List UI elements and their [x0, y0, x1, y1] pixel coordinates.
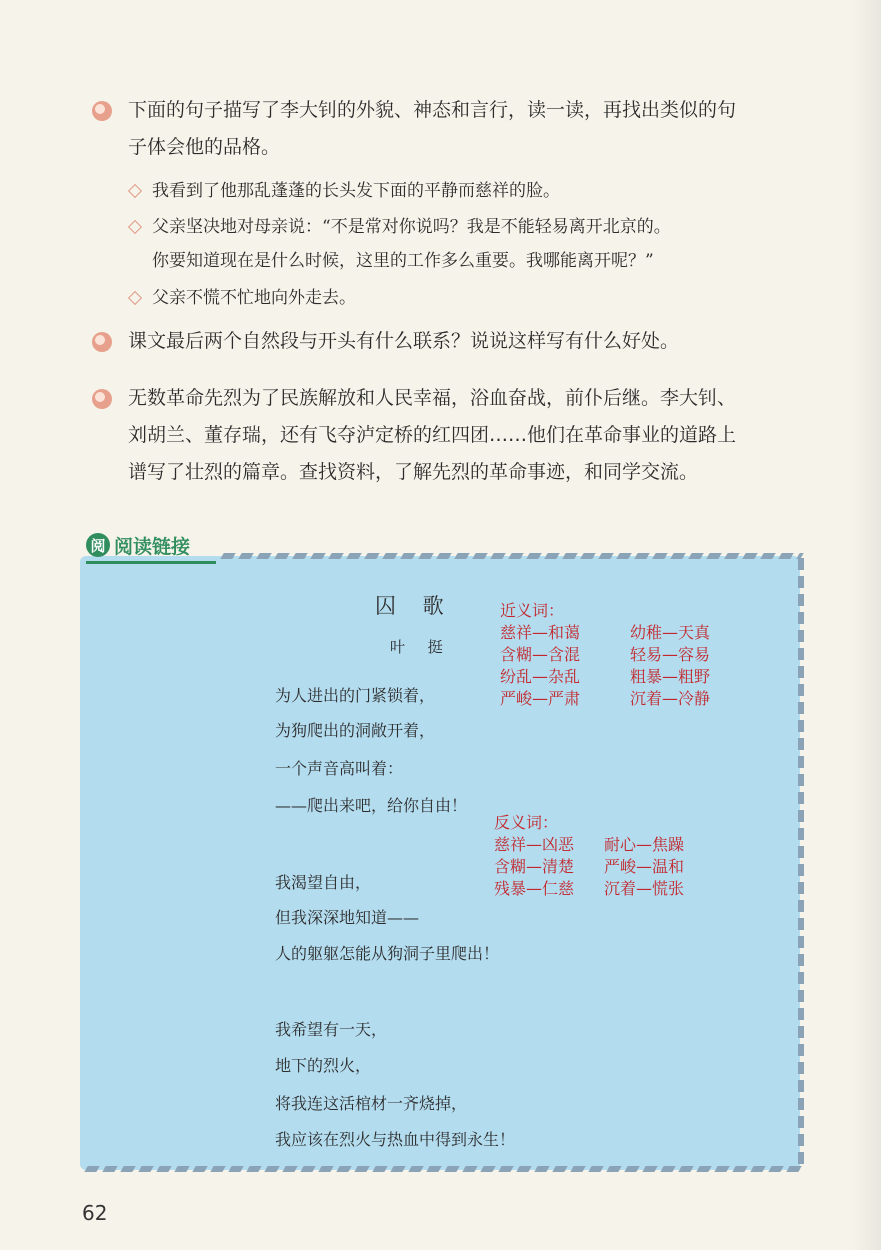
synonym-pair: 幼稚—天真 — [630, 623, 711, 642]
antonym-pair: 含糊—清楚 — [494, 857, 575, 876]
page-edge-shadow — [853, 0, 881, 1250]
question-bullet-icon — [92, 332, 112, 352]
antonym-pair: 耐心—焦躁 — [604, 835, 685, 854]
poem-line: 将我连这活棺材一齐烧掉， — [275, 1094, 468, 1113]
poem-line: 一个声音高叫着： — [275, 759, 404, 778]
dashed-border-top — [220, 553, 803, 559]
poem-line: 地下的烈火， — [275, 1056, 372, 1075]
synonym-pair: 纷乱—杂乱 — [500, 667, 581, 686]
diamond-bullet-icon — [128, 184, 142, 198]
antonym-pair: 严峻—温和 — [604, 857, 685, 876]
diamond-bullet-icon — [128, 291, 142, 305]
question-1 — [92, 92, 812, 166]
poem-line: 为人进出的门紧锁着， — [275, 686, 436, 705]
question-2 — [92, 323, 812, 360]
reading-link-underline — [86, 561, 216, 564]
synonym-pair: 轻易—容易 — [630, 645, 711, 664]
poem-line: ——爬出来吧，给你自由！ — [275, 796, 468, 815]
question-3-line-1: 无数革命先烈为了民族解放和人民幸福，浴血奋战，前仆后继。李大钊、 — [128, 387, 737, 409]
example-3 — [130, 281, 810, 315]
poem-line: 我应该在烈火与热血中得到永生！ — [275, 1130, 516, 1149]
example-2 — [130, 210, 810, 278]
example-2-line-2: 你要知道现在是什么时候，这里的工作多么重要。我哪能离开呢？” — [152, 251, 654, 271]
question-bullet-icon — [92, 101, 112, 121]
synonyms-heading: 近义词： — [500, 601, 565, 620]
dashed-border-right — [798, 558, 804, 1166]
dashed-border-bottom — [84, 1166, 803, 1172]
question-3-line-3: 谱写了壮烈的篇章。查找资料，了解先烈的革命事迹，和同学交流。 — [128, 461, 699, 483]
question-3-line-2: 刘胡兰、董存瑞，还有飞夺泸定桥的红四团……他们在革命事业的道路上 — [128, 424, 737, 446]
question-2-line-1: 课文最后两个自然段与开头有什么联系？说说这样写有什么好处。 — [128, 330, 680, 352]
diamond-bullet-icon — [128, 220, 142, 234]
reading-link-label: 阅读链接 — [114, 535, 191, 558]
antonym-pair: 沉着—慌张 — [604, 879, 685, 898]
question-1-line-2: 子体会他的品格。 — [128, 136, 281, 158]
poem-line: 人的躯躯怎能从狗洞子里爬出！ — [275, 944, 500, 963]
antonym-pair: 慈祥—凶恶 — [494, 835, 575, 854]
synonym-pair: 严峻—严肃 — [500, 689, 581, 708]
question-3 — [92, 380, 812, 491]
reading-link-icon: 阅 — [86, 533, 110, 557]
synonym-pair: 慈祥—和蔼 — [500, 623, 581, 642]
synonym-pair: 沉着—冷静 — [630, 689, 711, 708]
poem-line: 我渴望自由， — [275, 873, 372, 892]
synonyms-annotation — [500, 600, 750, 710]
synonym-pair: 含糊—含混 — [500, 645, 581, 664]
question-bullet-icon — [92, 389, 112, 409]
example-2-line-1: 父亲坚决地对母亲说：“不是常对你说吗？我是不能轻易离开北京的。 — [152, 217, 671, 237]
question-1-line-1: 下面的句子描写了李大钊的外貌、神态和言行，读一读，再找出类似的句 — [128, 99, 737, 121]
page-number: 62 — [82, 1201, 108, 1225]
poem-line: 为狗爬出的洞敞开着， — [275, 721, 436, 740]
poem-line: 我希望有一天， — [275, 1020, 388, 1039]
poem-line: 但我深深地知道—— — [275, 908, 420, 927]
antonym-pair: 残暴—仁慈 — [494, 879, 575, 898]
poem-author: 叶 挺 — [390, 638, 452, 656]
antonyms-annotation — [494, 812, 724, 900]
poem-title: 囚 歌 — [375, 594, 454, 618]
example-1 — [130, 174, 810, 208]
antonyms-heading: 反义词： — [494, 813, 559, 832]
synonym-pair: 粗暴—粗野 — [630, 667, 711, 686]
example-3-line-1: 父亲不慌不忙地向外走去。 — [152, 288, 356, 308]
reading-link-heading — [86, 530, 190, 560]
example-1-line-1: 我看到了他那乱蓬蓬的长头发下面的平静而慈祥的脸。 — [152, 181, 560, 201]
